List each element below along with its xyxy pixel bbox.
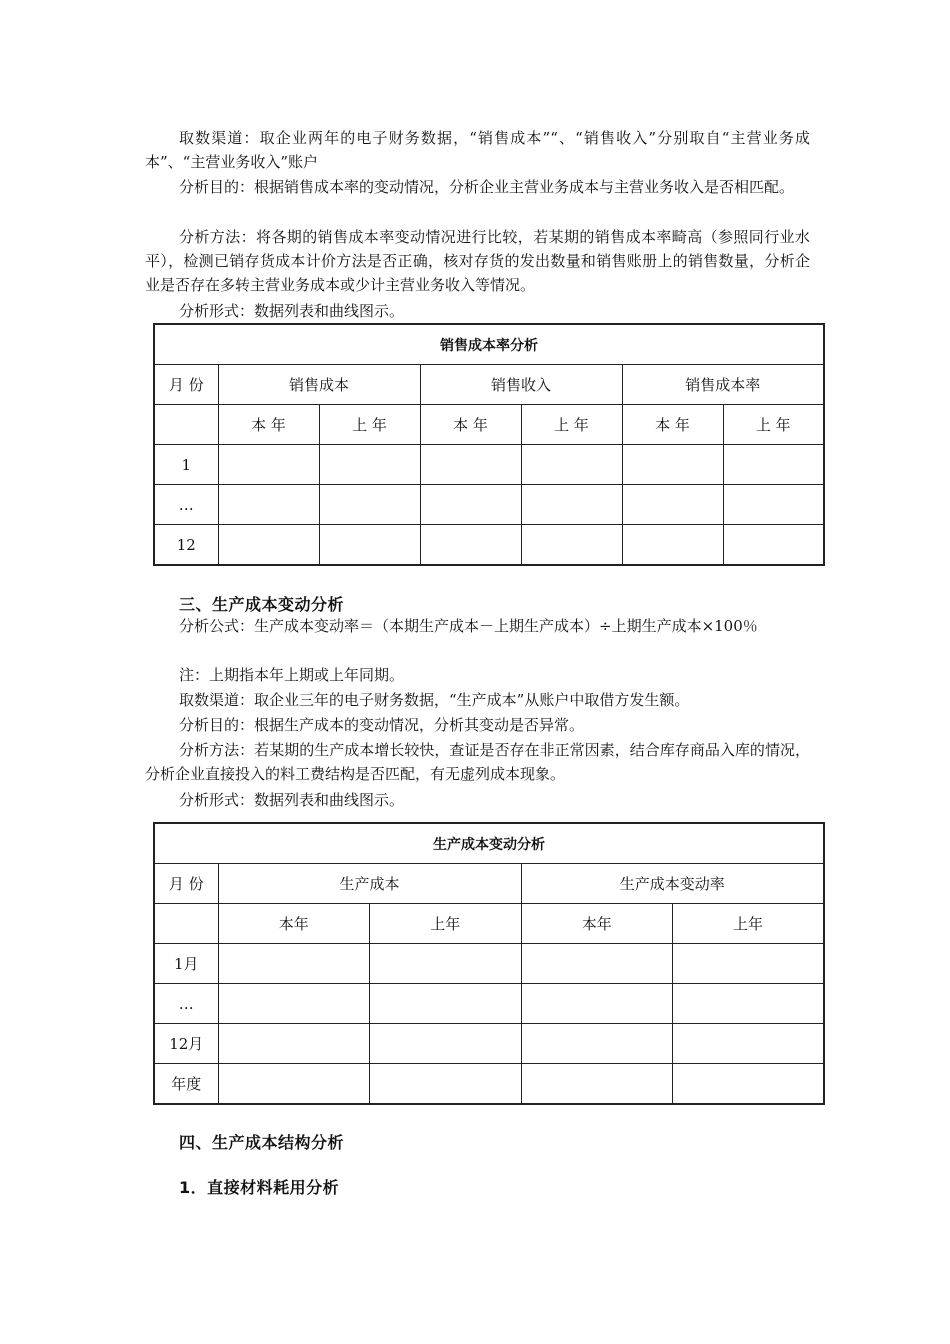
sub-header: 本年 [521, 904, 673, 944]
data-cell [420, 485, 521, 525]
row-label: 12月 [154, 1024, 218, 1064]
data-cell [673, 984, 825, 1024]
row-label: … [154, 485, 218, 525]
data-cell [218, 1064, 370, 1105]
data-cell [521, 1064, 673, 1105]
sales-cost-ratio-table [153, 323, 825, 566]
data-cell [218, 445, 319, 485]
data-cell [420, 445, 521, 485]
data-cell [673, 944, 825, 984]
sub-header: 上 年 [723, 405, 824, 445]
sub-header: 上年 [370, 904, 522, 944]
sub-header: 本 年 [420, 405, 521, 445]
sub-header: 上年 [673, 904, 825, 944]
table-row [154, 525, 824, 566]
data-cell [673, 1024, 825, 1064]
group-header: 生产成本 [218, 864, 521, 904]
row-label: 1 [154, 445, 218, 485]
data-cell [521, 944, 673, 984]
table-row [154, 1024, 824, 1064]
group-header: 生产成本变动率 [521, 864, 824, 904]
paragraph-data-source-sales: 取数渠道：取企业两年的电子财务数据，“销售成本”“、“销售收入”分别取自“主营业务成本”、“主营业务收入”账户 [145, 129, 810, 171]
paragraph-analysis-method-production: 分析方法：若某期的生产成本增长较快，查证是否存在非正常因素，结合库存商品入库的情况，分析企业直接投入的料工费结构是否匹配，有无虚列成本现象。 [145, 741, 810, 783]
data-cell [622, 525, 723, 566]
data-cell [723, 485, 824, 525]
section-heading: 四、生产成本结构分析 [179, 1133, 345, 1152]
data-cell [370, 944, 522, 984]
month-header: 月 份 [154, 365, 218, 405]
data-cell [370, 984, 522, 1024]
data-cell [723, 525, 824, 566]
table-row [154, 1064, 824, 1105]
table-title: 生产成本变动分析 [154, 823, 824, 864]
section-heading: 三、生产成本变动分析 [179, 595, 345, 614]
paragraph-formula: 分析公式：生产成本变动率＝（本期生产成本－上期生产成本）÷上期生产成本×100％ [179, 617, 758, 635]
paragraph-analysis-purpose-sales: 分析目的：根据销售成本率的变动情况，分析企业主营业务成本与主营业务收入是否相匹配。 [179, 178, 795, 196]
group-header: 销售成本率 [622, 365, 824, 405]
row-label: 12 [154, 525, 218, 566]
data-cell [521, 485, 622, 525]
data-cell [370, 1064, 522, 1105]
data-cell [622, 445, 723, 485]
row-label: 1月 [154, 944, 218, 984]
table-row [154, 485, 824, 525]
data-cell [521, 525, 622, 566]
empty-cell [154, 405, 218, 445]
data-cell [521, 1024, 673, 1064]
data-cell [521, 984, 673, 1024]
paragraph-note: 注：上期指本年上期或上年同期。 [179, 666, 405, 684]
group-header: 销售收入 [420, 365, 622, 405]
paragraph-analysis-form-production: 分析形式：数据列表和曲线图示。 [179, 791, 405, 809]
table-row [154, 445, 824, 485]
sub-header: 上 年 [521, 405, 622, 445]
data-cell [673, 1064, 825, 1105]
empty-cell [154, 904, 218, 944]
month-header: 月 份 [154, 864, 218, 904]
data-cell [370, 1024, 522, 1064]
data-cell [723, 445, 824, 485]
data-cell [218, 485, 319, 525]
subsection-heading: 1．直接材料耗用分析 [179, 1178, 340, 1197]
table-title: 销售成本率分析 [154, 324, 824, 365]
data-cell [218, 525, 319, 566]
sub-header: 本 年 [218, 405, 319, 445]
production-cost-change-table [153, 822, 825, 1105]
row-label: … [154, 984, 218, 1024]
paragraph-analysis-form-sales: 分析形式：数据列表和曲线图示。 [179, 302, 405, 320]
group-header: 销售成本 [218, 365, 420, 405]
table-row [154, 944, 824, 984]
data-cell [319, 445, 420, 485]
data-cell [622, 485, 723, 525]
sub-header: 上 年 [319, 405, 420, 445]
data-cell [218, 1024, 370, 1064]
sub-header: 本 年 [622, 405, 723, 445]
data-cell [319, 485, 420, 525]
sub-header: 本年 [218, 904, 370, 944]
row-label: 年度 [154, 1064, 218, 1105]
paragraph-analysis-method-sales: 分析方法：将各期的销售成本率变动情况进行比较，若某期的销售成本率畸高（参照同行业水平），检测已销存货成本计价方法是否正确，核对存货的发出数量和销售账册上的销售数量，分析企业是否存在多转主营业务成本或少计主营业务收入等情况。 [145, 228, 810, 294]
paragraph-data-source-production: 取数渠道：取企业三年的电子财务数据，“生产成本”从账户中取借方发生额。 [179, 691, 690, 709]
data-cell [521, 445, 622, 485]
data-cell [319, 525, 420, 566]
data-cell [218, 944, 370, 984]
paragraph-analysis-purpose-production: 分析目的：根据生产成本的变动情况，分析其变动是否异常。 [179, 716, 585, 734]
data-cell [218, 984, 370, 1024]
data-cell [420, 525, 521, 566]
table-row [154, 984, 824, 1024]
